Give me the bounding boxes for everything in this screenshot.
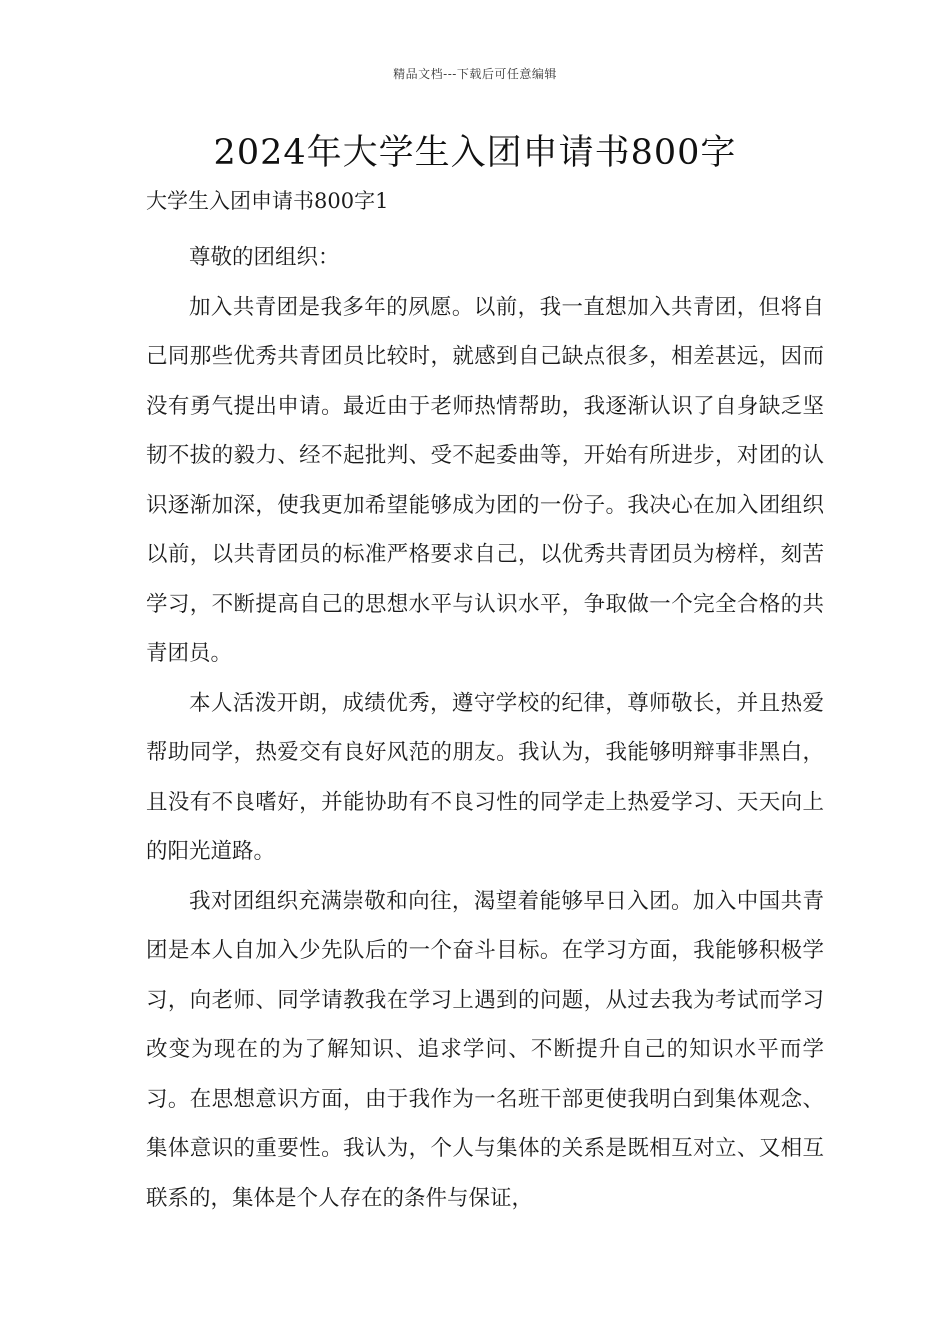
document-title: 2024年大学生入团申请书800字 xyxy=(213,133,737,173)
header-note: 精品文档---下载后可任意编辑 xyxy=(393,67,557,81)
salutation: 尊敬的团组织： xyxy=(189,245,340,270)
paragraph-1: 加入共青团是我多年的夙愿。以前，我一直想加入共青团，但将自己同那些优秀共青团员比较时，就感到自己缺点很多，相差甚远，因而没有勇气提出申请。最近由于老师热情帮助，我逐渐认识了自身缺乏坚韧不拔的毅力、经不起批判、受不起委曲等，开始有所进步，对团的认识逐渐加深，使我更加希望能够成为团的一份子。我决心在加入团组织以前，以共青团员的标准严格要求自己，以优秀共青团员为榜样，刻苦学习，不断提高自己的思想水平与认识水平，争取做一个完全合格的共青团员。 xyxy=(146,294,824,666)
document-body xyxy=(146,233,824,1223)
paragraph-3: 我对团组织充满崇敬和向往，渴望着能够早日入团。加入中国共青团是本人自加入少先队后的一个奋斗目标。在学习方面，我能够积极学习，向老师、同学请教我在学习上遇到的问题，从过去我为考试而学习改变为现在的为了解知识、追求学问、不断提升自己的知识水平而学习。在思想意识方面，由于我作为一名班干部更使我明白到集体观念、集体意识的重要性。我认为，个人与集体的关系是既相互对立、又相互联系的，集体是个人存在的条件与保证， xyxy=(146,888,824,1211)
paragraph-2: 本人活泼开朗，成绩优秀，遵守学校的纪律，尊师敬长，并且热爱帮助同学，热爱交有良好风范的朋友。我认为，我能够明辩事非黑白，且没有不良嗜好，并能协助有不良习性的同学走上热爱学习、天天向上的阳光道路。 xyxy=(146,690,824,864)
document-subtitle: 大学生入团申请书800字1 xyxy=(146,189,389,213)
